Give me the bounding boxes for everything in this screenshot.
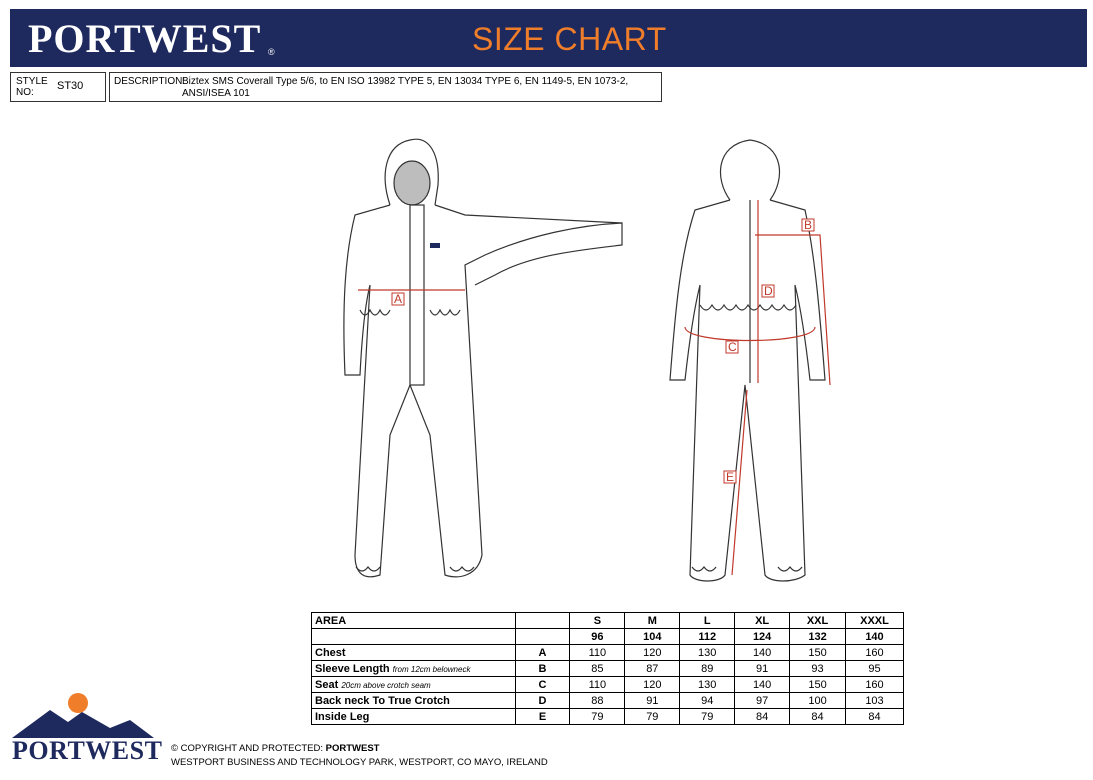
description-box bbox=[109, 72, 662, 102]
row-value: 110 bbox=[570, 677, 625, 693]
row-value: 84 bbox=[790, 709, 846, 725]
back-hood-outline bbox=[720, 140, 779, 200]
marker-e: E bbox=[726, 470, 735, 484]
row-value: 120 bbox=[625, 645, 680, 661]
area-header: AREA bbox=[312, 613, 516, 629]
coverall-illustration bbox=[300, 135, 860, 595]
row-value: 160 bbox=[846, 645, 904, 661]
row-value: 91 bbox=[735, 661, 790, 677]
back-ankle-right bbox=[778, 567, 802, 571]
table-row bbox=[312, 645, 904, 661]
page-title: SIZE CHART bbox=[472, 21, 667, 57]
chest-size: 132 bbox=[790, 629, 846, 645]
back-ankle-left bbox=[692, 567, 716, 571]
chest-size-row bbox=[312, 629, 904, 645]
table-row bbox=[312, 709, 904, 725]
chest-size: 124 bbox=[735, 629, 790, 645]
row-value: 150 bbox=[790, 645, 846, 661]
front-body-outline bbox=[344, 205, 622, 577]
header-banner bbox=[10, 9, 1087, 67]
row-value: 140 bbox=[735, 677, 790, 693]
row-value: 84 bbox=[846, 709, 904, 725]
row-value: 84 bbox=[735, 709, 790, 725]
copyright-line bbox=[171, 743, 379, 754]
front-ankle-right bbox=[450, 567, 474, 571]
marker-c: C bbox=[728, 340, 737, 354]
row-value: 150 bbox=[790, 677, 846, 693]
row-value: 110 bbox=[570, 645, 625, 661]
copyright-brand: PORTWEST bbox=[325, 743, 380, 754]
size-header: XL bbox=[735, 613, 790, 629]
row-note: from 12cm belowneck bbox=[392, 664, 471, 674]
row-value: 79 bbox=[680, 709, 735, 725]
row-area-name: Sleeve Length from 12cm belowneck bbox=[312, 661, 516, 677]
front-face-opening bbox=[394, 161, 430, 205]
row-code: A bbox=[515, 645, 570, 661]
marker-b: B bbox=[804, 218, 813, 232]
row-value: 93 bbox=[790, 661, 846, 677]
row-value: 85 bbox=[570, 661, 625, 677]
row-value: 130 bbox=[680, 677, 735, 693]
row-code: C bbox=[515, 677, 570, 693]
row-value: 89 bbox=[680, 661, 735, 677]
front-ankle-left bbox=[356, 567, 380, 571]
row-value: 79 bbox=[570, 709, 625, 725]
logo-sun-icon bbox=[68, 693, 88, 713]
row-note: 20cm above crotch seam bbox=[341, 680, 431, 690]
row-value: 103 bbox=[846, 693, 904, 709]
table-header-row bbox=[312, 613, 904, 629]
logo-text: PORTWEST bbox=[12, 736, 163, 765]
row-value: 79 bbox=[625, 709, 680, 725]
registered-mark: ® bbox=[268, 47, 275, 57]
row-value: 95 bbox=[846, 661, 904, 677]
front-zip-panel bbox=[410, 205, 424, 385]
marker-a: A bbox=[394, 292, 403, 306]
size-header: XXL bbox=[790, 613, 846, 629]
row-code: B bbox=[515, 661, 570, 677]
front-logo-patch bbox=[430, 243, 440, 248]
style-label: STYLE NO: bbox=[16, 76, 48, 98]
row-area-name: Back neck To True Crotch bbox=[312, 693, 516, 709]
row-value: 94 bbox=[680, 693, 735, 709]
row-value: 91 bbox=[625, 693, 680, 709]
size-table bbox=[311, 612, 904, 725]
chest-size: 140 bbox=[846, 629, 904, 645]
row-area-name: Inside Leg bbox=[312, 709, 516, 725]
chest-size: 112 bbox=[680, 629, 735, 645]
row-value: 87 bbox=[625, 661, 680, 677]
front-pocket-gather-right bbox=[430, 310, 460, 315]
row-value: 140 bbox=[735, 645, 790, 661]
chest-size: 96 bbox=[570, 629, 625, 645]
description-text: Biztex SMS Coverall Type 5/6, to EN ISO 13982 TYPE 5, EN 13034 TYPE 6, EN 1149-5, EN 1073-2, ANSI/ISEA 101 bbox=[182, 76, 629, 99]
style-box bbox=[10, 72, 106, 102]
marker-d: D bbox=[764, 284, 773, 298]
row-value: 160 bbox=[846, 677, 904, 693]
size-header: S bbox=[570, 613, 625, 629]
row-area-name: Seat 20cm above crotch seam bbox=[312, 677, 516, 693]
row-value: 120 bbox=[625, 677, 680, 693]
row-value: 97 bbox=[735, 693, 790, 709]
row-area-name: Chest bbox=[312, 645, 516, 661]
row-code: D bbox=[515, 693, 570, 709]
row-value: 100 bbox=[790, 693, 846, 709]
back-waist-gather bbox=[700, 305, 796, 310]
table-row bbox=[312, 677, 904, 693]
row-code: E bbox=[515, 709, 570, 725]
chest-size: 104 bbox=[625, 629, 680, 645]
size-header: L bbox=[680, 613, 735, 629]
description-label: DESCRIPTION: bbox=[114, 76, 186, 87]
copyright-prefix: © COPYRIGHT AND PROTECTED: bbox=[171, 743, 326, 754]
address-line: WESTPORT BUSINESS AND TECHNOLOGY PARK, WESTPORT, CO MAYO, IRELAND bbox=[171, 757, 548, 768]
table-row bbox=[312, 693, 904, 709]
style-value: ST30 bbox=[57, 80, 84, 92]
row-value: 130 bbox=[680, 645, 735, 661]
brand-name: PORTWEST bbox=[28, 16, 262, 61]
row-value: 88 bbox=[570, 693, 625, 709]
table-row bbox=[312, 661, 904, 677]
front-arm-top bbox=[435, 205, 622, 223]
size-header: M bbox=[625, 613, 680, 629]
logo-mountain-icon bbox=[12, 710, 154, 738]
size-header: XXXL bbox=[846, 613, 904, 629]
